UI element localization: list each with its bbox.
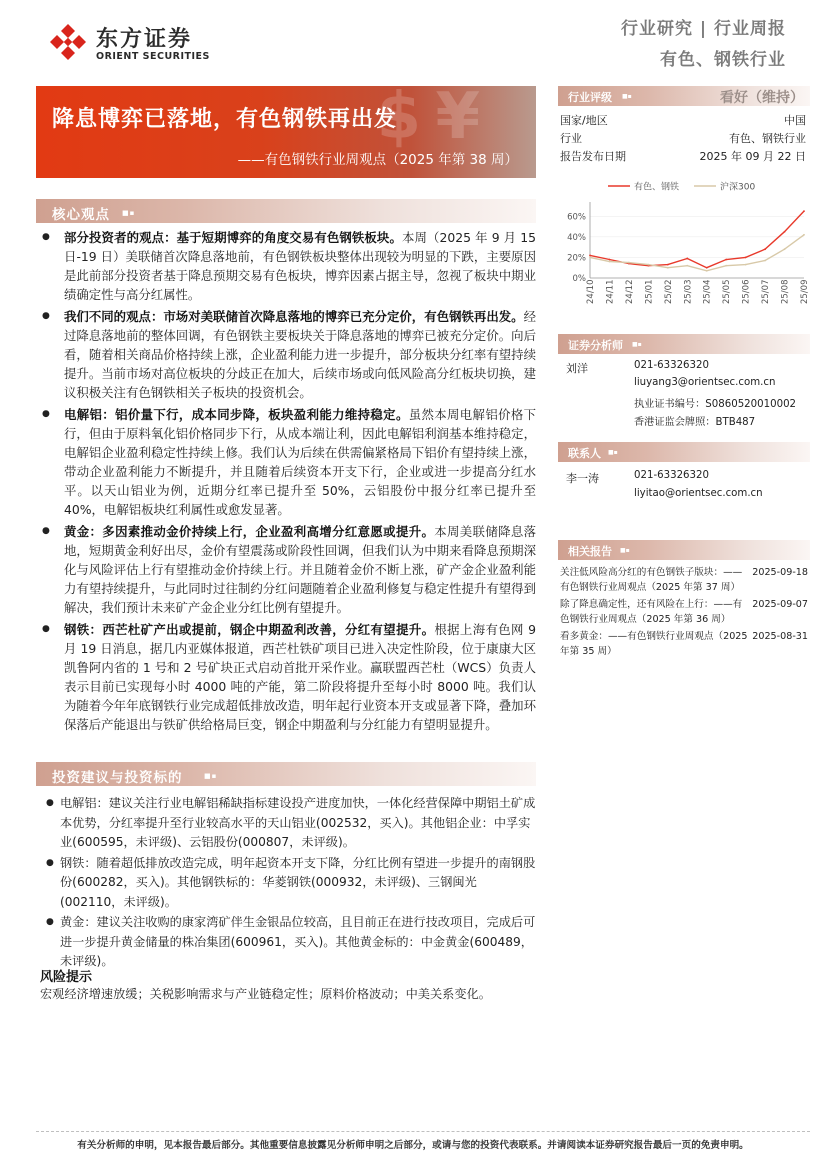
- y-tick-label: 20%: [567, 253, 586, 264]
- y-tick-label: 0%: [572, 274, 586, 284]
- core-view-item: [40, 405, 536, 519]
- related-report-item[interactable]: [560, 629, 808, 659]
- contact-header: [558, 442, 810, 462]
- x-tick-label: 24/12: [624, 279, 635, 304]
- footer-divider: [36, 1131, 810, 1132]
- data-point: [667, 264, 669, 266]
- data-point: [647, 264, 649, 266]
- core-views-list: [40, 228, 536, 737]
- data-point: [686, 265, 688, 267]
- dots-icon: ■▪: [622, 93, 632, 100]
- core-view-item: [40, 522, 536, 617]
- rating-header: [558, 86, 810, 106]
- core-view-item: [40, 307, 536, 402]
- legend-label: 沪深300: [720, 182, 756, 193]
- logo-text-en: ORIENT SECURITIES: [96, 51, 210, 62]
- banner-decoration: $ ¥: [376, 86, 476, 154]
- data-point: [764, 248, 766, 250]
- logo-mark-icon: [48, 22, 88, 62]
- related-report-item[interactable]: [560, 597, 808, 627]
- dots-icon: ■▪: [204, 772, 218, 780]
- report-title: 降息博弈已落地，有色钢铁再出发: [52, 107, 398, 132]
- section-investment: [36, 762, 536, 786]
- info-key: 国家/地区: [560, 114, 608, 127]
- data-point: [803, 210, 805, 212]
- related-report-list: [560, 565, 808, 661]
- core-view-lead: 电解铝：铝价量下行，成本同步降，板块盈利能力维持稳定。: [64, 407, 409, 422]
- info-row-region: [558, 112, 810, 129]
- data-point: [667, 267, 669, 269]
- core-view-item: [40, 228, 536, 304]
- info-key: 行业: [560, 132, 582, 145]
- core-view-text: 本周（2025 年 9 月 15 日-19 日）美联储首次降息落地前，有色钢铁板块整体出现较为明显的下跌，主要原因是此前部分投资者基于降息预期交易有色板块，博弈因素占据主导，忽视了板块中期业绩确定性与高分红属性。: [64, 230, 536, 302]
- analyst-name: 刘洋: [566, 362, 588, 375]
- section-core-views: [36, 199, 536, 223]
- x-tick-label: 25/02: [663, 279, 674, 304]
- related-report-title[interactable]: 看多黄金：——有色钢铁行业周观点（2025 年第 35 周）: [560, 631, 748, 657]
- related-report-item[interactable]: [560, 565, 808, 595]
- core-view-lead: 我们不同的观点：市场对美联储首次降息落地的博弈已充分定价，有色钢铁再出发。: [64, 309, 524, 324]
- dots-icon: ■▪: [620, 547, 630, 554]
- x-tick-label: 25/01: [644, 279, 655, 304]
- analyst-card: [560, 360, 810, 430]
- risk-text: 宏观经济增速放缓；关税影响需求与产业链稳定性；原料价格波动；中美关系变化。: [40, 987, 491, 1001]
- x-tick-label: 25/03: [683, 279, 694, 304]
- dots-icon: ■▪: [632, 341, 642, 348]
- related-report-date: 2025-08-31: [752, 631, 808, 642]
- report-type: 行业研究 | 行业周报: [620, 19, 786, 39]
- data-point: [725, 265, 727, 267]
- data-point: [803, 234, 805, 236]
- report-header: [621, 14, 786, 70]
- info-key: 报告发布日期: [560, 150, 626, 163]
- company-logo: [48, 20, 238, 66]
- risk-title: 风险提示: [40, 970, 93, 985]
- data-point: [764, 260, 766, 262]
- info-row-date: [558, 148, 810, 165]
- core-view-lead: 钢铁：西芒杜矿产出或提前，钢企中期盈利改善，分红有望提升。: [64, 622, 435, 637]
- series-line: [590, 211, 804, 268]
- analyst-header: [558, 334, 810, 354]
- related-report-title[interactable]: 关注低风险高分红的有色钢铁子版块：——有色钢铁行业周观点（2025 年第 37 周）: [560, 567, 743, 593]
- x-tick-label: 25/09: [800, 279, 810, 304]
- info-value: 2025 年 09 月 22 日: [699, 150, 806, 163]
- analyst-cert: 执业证书编号：S0860520010002: [634, 399, 797, 410]
- analyst-hk-license: 香港证监会牌照：BTB487: [634, 417, 756, 428]
- data-point: [589, 254, 591, 256]
- info-row-industry: [558, 130, 810, 147]
- related-report-date: 2025-09-18: [752, 567, 808, 578]
- core-view-text: 本周美联储降息落地，短期黄金利好出尽，金价有望震荡或阶段性回调，但我们认为中期来看降息预期深化与风险评估上行有望推动金价持续上行。并且随着金价不断上涨，矿产金企业盈利能力有望持续提升，与此同时过往制约分红问题随着企业盈利修复与稳定性提升有望得到解决，我们预计未来矿产金企业分红比例有望提升。: [64, 524, 537, 615]
- dots-icon: ■▪: [122, 209, 136, 217]
- section-title: 核心观点: [52, 207, 110, 223]
- core-view-lead: 部分投资者的观点：基于短期博弈的角度交易有色钢铁板块。: [64, 230, 402, 245]
- data-point: [609, 261, 611, 263]
- core-view-lead: 黄金：多因素推动金价持续上行，企业盈利高增分红意愿或提升。: [64, 524, 435, 539]
- data-point: [589, 257, 591, 259]
- contact-email[interactable]: liyitao@orientsec.com.cn: [634, 488, 763, 499]
- y-tick-label: 60%: [567, 212, 586, 223]
- core-view-text: 虽然本周电解铝价格下行，但由于原料氧化铝价格同步下行，从成本端让利，因此电解铝利润基本维持稳定，电解铝企业盈利稳定性持续上修。我们认为后续在供需偏紧格局下铝价有望持续上涨，带动企业盈利能力不断提升，并且随着后续资本开支下行，企业或进一步提高分红水平。以天山铝业为例，近期分红率已提升至 50%，云铝股份中报分红率已提升至 40%，电解铝板块红利属性或愈发显著。: [64, 407, 537, 517]
- x-tick-label: 25/08: [780, 279, 791, 304]
- core-view-text: 经过降息落地前的整体回调，有色钢铁主要板块关于降息落地的博弈已被充分定价。向后看，随着相关商品价格持续上涨，企业盈利能力进一步提升，部分板块分红率有望持续提升。当前市场对高位板块的分歧正在加大，后续市场或向低风险高分红板块切换，建议积极关注有色钢铁相关子板块的投资机会。: [64, 309, 536, 400]
- data-point: [706, 270, 708, 272]
- related-header: [558, 540, 810, 560]
- logo-text-cn: 东方证券: [96, 27, 193, 52]
- investment-item: ● 黄金：建议关注收购的康家湾矿伴生金银品位较高，且目前正在进行技改项目，完成后可进一步提升黄金储量的株冶集团(600961，买入)。其他黄金标的：中金黄金(600489，未评级)。: [48, 913, 536, 972]
- title-banner: [36, 86, 536, 178]
- info-value: 中国: [784, 114, 806, 127]
- rating-value: 看好（维持）: [720, 90, 804, 106]
- contact-phone: 021-63326320: [634, 470, 709, 481]
- related-report-date: 2025-09-07: [752, 599, 808, 610]
- performance-chart: [556, 176, 814, 318]
- data-point: [628, 262, 630, 264]
- x-tick-label: 25/05: [722, 279, 733, 304]
- info-value: 有色、钢铁行业: [729, 132, 806, 145]
- core-view-item: [40, 620, 536, 734]
- rating-label: 行业评级: [568, 91, 612, 104]
- investment-item: ● 电解铝：建议关注行业电解铝稀缺指标建设投产进度加快，一体化经营保障中期铝土矿成本优势，分红率提升至行业较高水平的天山铝业(002532，买入)。其他铝企业：中孚实业(600595，未评级)、云铝股份(000807，未评级)。: [48, 794, 536, 853]
- data-point: [784, 231, 786, 233]
- footer-disclaimer: 有关分析师的申明，见本报告最后部分。其他重要信息披露见分析师申明之后部分，或请与您的投资代表联系。并请阅读本证券研究报告最后一页的免责申明。: [77, 1140, 749, 1151]
- x-tick-label: 24/11: [605, 279, 616, 304]
- data-point: [725, 259, 727, 261]
- core-view-text: 根据上海有色网 9 月 19 日消息，据几内亚媒体报道，西芒杜铁矿项目已进入决定性阶段，位于康康大区凯鲁阿内省的 1 号和 2 号矿块正式启动首批开采作业。赢联盟西芒杜（WCS）负责人表示目前已实现每小时 4000 吨的产能，第二阶段将提升至每小时 8000 吨。我们认为随着今年年底钢铁行业完成超低排放改造，明年起行业资本开支或显著下降，叠加环保落后产能退出与铁矿供给格局巨变，钢企中期盈利与分红能力有望明显提升。: [64, 622, 536, 732]
- related-report-title[interactable]: 除了降息确定性，还有风险在上行：——有色钢铁行业周观点（2025 年第 36 周）: [560, 599, 743, 625]
- y-tick-label: 40%: [567, 232, 586, 243]
- legend-label: 有色、钢铁: [634, 182, 680, 193]
- performance-chart-svg: [556, 176, 814, 318]
- contact-card: [560, 470, 810, 506]
- dots-icon: ■▪: [608, 449, 618, 456]
- report-subtitle: ——有色钢铁行业周观点（2025 年第 38 周）: [237, 152, 518, 168]
- analyst-email[interactable]: liuyang3@orientsec.com.cn: [634, 377, 776, 388]
- x-tick-label: 24/10: [586, 279, 596, 304]
- data-point: [745, 257, 747, 259]
- data-point: [609, 259, 611, 261]
- x-tick-label: 25/07: [761, 279, 772, 304]
- analyst-label: 证券分析师: [568, 339, 623, 352]
- data-point: [706, 267, 708, 269]
- series-line: [590, 235, 804, 271]
- data-point: [686, 258, 688, 260]
- section-title: 投资建议与投资标的: [52, 770, 183, 786]
- investment-list: [48, 794, 536, 973]
- contact-name: 李一涛: [566, 472, 599, 485]
- contact-label: 联系人: [568, 447, 601, 460]
- analyst-phone: 021-63326320: [634, 360, 709, 371]
- investment-item: ● 钢铁：随着超低排放改造完成，明年起资本开支下降，分红比例有望进一步提升的南钢股份(600282，买入)。其他钢铁标的：华菱钢铁(000932，未评级)、三钢闽光(002110，未评级)。: [48, 854, 536, 913]
- x-tick-label: 25/04: [702, 279, 713, 304]
- data-point: [784, 248, 786, 250]
- x-tick-label: 25/06: [741, 279, 752, 304]
- data-point: [745, 264, 747, 266]
- related-label: 相关报告: [568, 545, 612, 558]
- report-industry: 有色、钢铁行业: [660, 50, 786, 70]
